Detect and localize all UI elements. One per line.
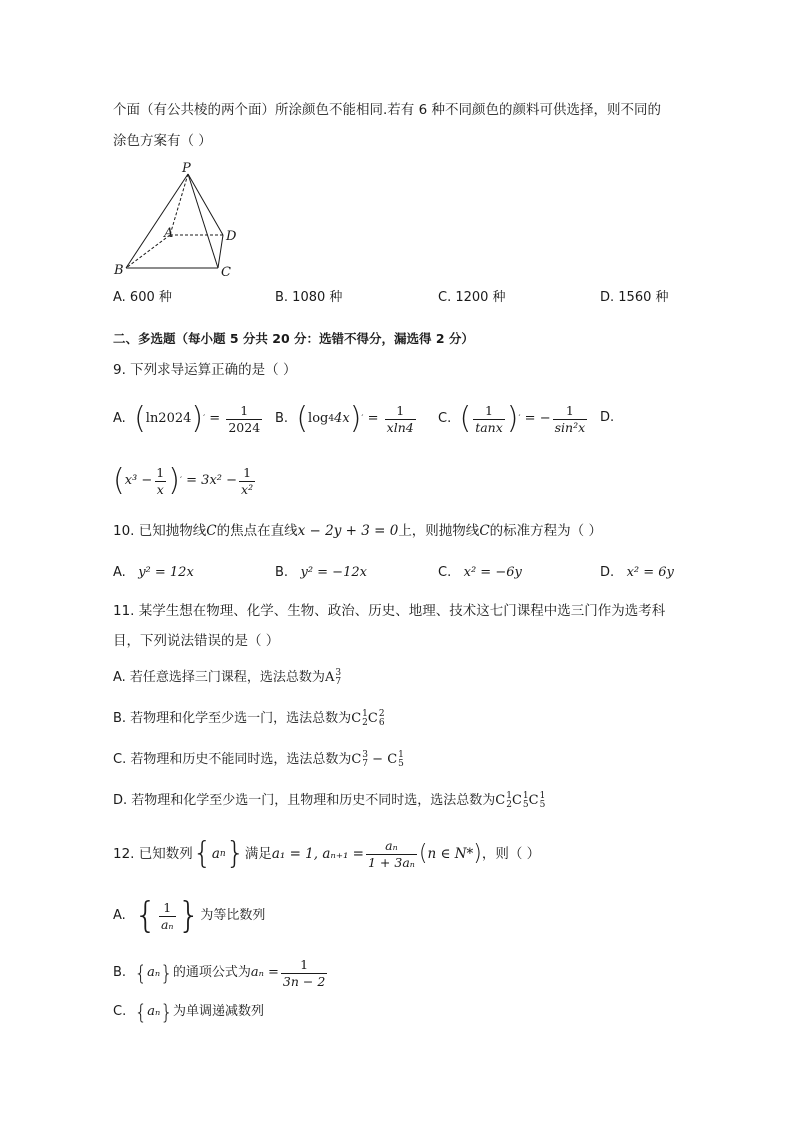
q11-stem-line1: 11. 某学生想在物理、化学、生物、政治、历史、地理、技术这七门课程中选三门作为选考科	[113, 603, 666, 619]
q8-option-b: B. 1080 种	[275, 290, 343, 305]
q8-option-a: A. 600 种	[113, 290, 172, 305]
q11-stem-line2: 目，下列说法错误的是（ ）	[113, 633, 280, 649]
q12-option-b: B. { aₙ } 的通项公式为 aₙ = $\frac{1}{3n - 2}$	[113, 956, 326, 989]
q10-option-b: B. y² = −12x	[275, 565, 367, 580]
q10-option-d: D. x² = 6y	[600, 565, 674, 580]
q10-stem: 10. 已知抛物线C的焦点在直线x − 2y + 3 = 0上，则抛物线C的标准方程为（ ）	[113, 523, 602, 539]
q12-stem: 12. 已知数列 { a n } 满足 a₁ = 1, aₙ₊₁ = $\frac{\text{aₙ}}{\text{1 + 3aₙ}}$ ( n ∈ N* ) ，则（ ）	[113, 836, 541, 871]
q9-option-d-label: D.	[600, 410, 615, 425]
q12-option-c: C. { aₙ } 为单调递减数列	[113, 1000, 264, 1024]
q8-stem-line1: 个面（有公共棱的两个面）所涂颜色不能相同.若有 6 种不同颜色的颜料可供选择，则不同的	[113, 102, 661, 118]
q10-option-a: A. y² = 12x	[113, 565, 194, 580]
q12-option-a: A. { $\frac{1}{\text{aₙ}}$ } 为等比数列	[113, 895, 266, 936]
q11-option-d: D. 若物理和化学至少选一门，且物理和历史不同时选，选法总数为C 1 2 C 1 5 C 1 5	[113, 790, 546, 810]
q11-option-b: B. 若物理和化学至少选一门，选法总数为C 1 2 C 2 6	[113, 708, 385, 728]
q9-option-d: ( x³ − $\frac{1}{x}$ ) ′ = 3x² − $\frac{1}{\text{x²}}$	[113, 463, 254, 498]
pyramid-figure	[108, 158, 248, 280]
q8-option-d: D. 1560 种	[600, 290, 669, 305]
vertex-label-p: P	[182, 161, 191, 176]
section-title: 二、多选题（每小题 5 分共 20 分：选错不得分，漏选得 2 分）	[113, 331, 474, 346]
q9-option-c: C. ( $\frac{1}{\tan x}$ ) ′ = − $\frac{1}{\text{sin²x}}$	[438, 401, 586, 436]
vertex-label-c: C	[221, 265, 231, 280]
q9-a-expr: ln2024	[145, 411, 192, 426]
q11-option-a: A. 若任意选择三门课程，选法总数为A 3 7	[113, 667, 342, 687]
q9-option-a: A. ( ln2024 ) ′ = $\frac{1}{2024}$	[113, 401, 261, 436]
vertex-label-b: B	[114, 263, 124, 278]
q11-option-c: C. 若物理和历史不能同时选，选法总数为C 3 7 − C 1 5	[113, 749, 404, 769]
q8-stem-line2: 涂色方案有（ ）	[113, 133, 212, 149]
q9-stem: 9. 下列求导运算正确的是（ ）	[113, 362, 297, 378]
q9-option-b: B. ( log 4 4x ) ′ = $\frac{1}{xln4}$	[275, 401, 414, 436]
q10-option-c: C. x² = −6y	[438, 565, 522, 580]
q8-option-c: C. 1200 种	[438, 290, 506, 305]
vertex-label-d: D	[226, 229, 237, 244]
vertex-label-a: A	[164, 226, 174, 241]
